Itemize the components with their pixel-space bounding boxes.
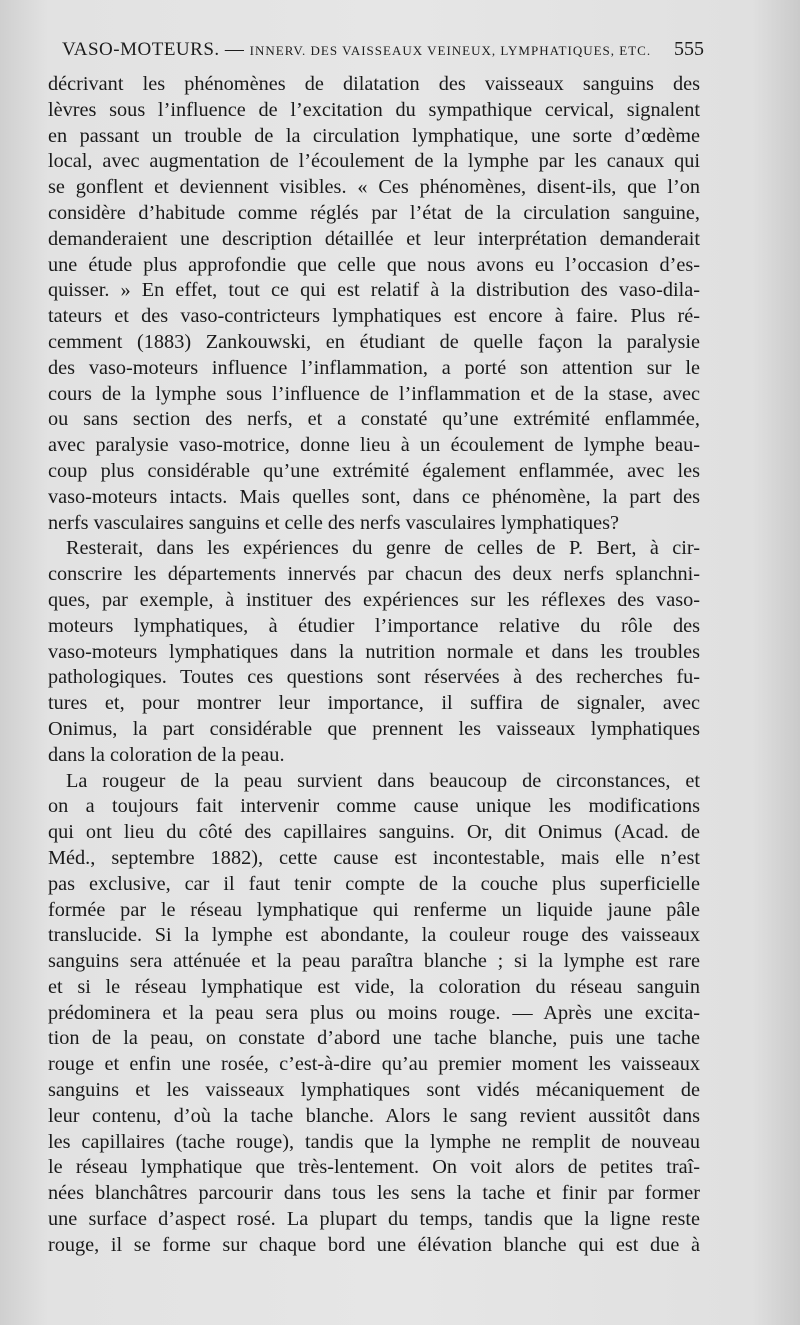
text-line: coup plus considérable qu’une extrémité également enflammée, avec les	[48, 459, 700, 482]
text-line: local, avec augmentation de l’écoulement de la lymphe par les canaux qui	[48, 150, 700, 173]
text-line: leur contenu, d’où la tache blanche. Alors le sang revient aussitôt dans	[48, 1104, 700, 1127]
text-line: considère d’habitude comme réglés par l’état de la circulation sanguine,	[48, 201, 700, 224]
text-line: rouge, il se forme sur chaque bord une élévation blanche qui est due à	[48, 1233, 700, 1256]
text-line: lèvres sous l’influence de l’excitation du sympathique cervical, signalent	[48, 98, 700, 121]
text-line: décrivant les phénomènes de dilatation des vaisseaux sanguins des	[48, 73, 700, 95]
text-line: en passant un trouble de la circulation lymphatique, une sorte d’œdème	[48, 124, 700, 147]
text-line: se gonflent et deviennent visibles. « Ces phénomènes, disent-ils, que l’on	[48, 176, 700, 199]
text-line: formée par le réseau lymphatique qui renferme un liquide jaune pâle	[48, 898, 700, 921]
text-line: sanguins sera atténuée et la peau paraîtra blanche ; si la lymphe est rare	[48, 950, 700, 973]
text-line: rouge et enfin une rosée, c’est-à-dire qu’au premier moment les vaisseaux	[48, 1053, 700, 1076]
text-line: on a toujours fait intervenir comme cause unique les modifications	[48, 795, 700, 818]
body-text	[48, 72, 700, 1259]
text-line: translucide. Si la lymphe est abondante, la couleur rouge des vaisseaux	[48, 924, 700, 947]
text-line: vaso-moteurs intacts. Mais quelles sont, dans ce phénomène, la part des	[48, 485, 700, 508]
text-line: moteurs lymphatiques, à étudier l’importance relative du rôle des	[48, 614, 700, 637]
text-line: une étude plus approfondie que celle que nous avons eu l’occasion d’es-	[48, 253, 700, 276]
text-line: vaso-moteurs lymphatiques dans la nutrition normale et dans les troubles	[48, 640, 700, 663]
text-line: cours de la lymphe sous l’influence de l’inflammation et de la stase, avec	[48, 382, 700, 405]
text-line: conscrire les départements innervés par chacun des deux nerfs splanchni-	[48, 563, 700, 586]
text-line: avec paralysie vaso-motrice, donne lieu à un écoulement de lymphe beau-	[48, 434, 700, 457]
header-title	[62, 39, 651, 61]
text-line: nerfs vasculaires sanguins et celle des nerfs vasculaires lymphatiques?	[48, 511, 620, 534]
text-line: les capillaires (tache rouge), tandis que la lymphe ne remplit de nouveau	[48, 1130, 700, 1153]
text-line: ques, par exemple, à instituer des expériences sur les réflexes des vaso-	[48, 588, 700, 611]
text-line: sanguins et les vaisseaux lymphatiques sont vidés mécaniquement de	[48, 1079, 700, 1102]
text-line: La rougeur de la peau survient dans beaucoup de circonstances, et	[66, 769, 700, 792]
text-line: le réseau lymphatique que très-lentement. On voit alors de petites traî-	[48, 1156, 700, 1179]
page-number: 555	[674, 38, 704, 60]
text-line: ou sans section des nerfs, et a constaté qu’une extrémité enflammée,	[48, 408, 700, 431]
text-line: pathologiques. Toutes ces questions sont réservées à des recherches fu-	[48, 666, 700, 689]
text-line: tures et, pour montrer leur importance, il suffira de signaler, avec	[48, 692, 700, 715]
text-line: Méd., septembre 1882), cette cause est incontestable, mais elle n’est	[48, 846, 700, 869]
text-line: demanderaient une description détaillée et leur interprétation demanderait	[48, 227, 700, 250]
header-running-title: INNERV. DES VAISSEAUX VEINEUX, LYMPHATIQUES, ETC.	[249, 43, 652, 58]
running-header	[62, 38, 704, 64]
text-line: dans la coloration de la peau.	[48, 743, 285, 766]
text-line: une surface d’aspect rosé. La plupart du temps, tandis que la ligne reste	[48, 1208, 700, 1231]
text-line: quisser. » En effet, tout ce qui est relatif à la distribution des vaso-dila-	[48, 279, 700, 302]
text-line: Resterait, dans les expériences du genre de celles de P. Bert, à cir-	[66, 537, 700, 560]
text-line: prédominera et la peau sera plus ou moins rouge. — Après une excita-	[48, 1001, 700, 1024]
text-line: cemment (1883) Zankouwski, en étudiant de quelle façon la paralysie	[48, 330, 700, 353]
text-line: et si le réseau lymphatique est vide, la coloration du réseau sanguin	[48, 975, 700, 998]
text-line: tateurs et des vaso-contricteurs lymphatiques est encore à faire. Plus ré-	[48, 305, 700, 328]
text-line: pas exclusive, car il faut tenir compte de la couche plus superficielle	[48, 872, 700, 895]
text-line: des vaso-moteurs influence l’inflammation, a porté son attention sur le	[48, 356, 700, 379]
text-line: nées blanchâtres parcourir dans tous les sens la tache et finir par former	[48, 1182, 700, 1205]
header-section-title: VASO-MOTEURS. —	[62, 39, 250, 60]
text-line: qui ont lieu du côté des capillaires sanguins. Or, dit Onimus (Acad. de	[48, 821, 700, 844]
text-line: tion de la peau, on constate d’abord une tache blanche, puis une tache	[48, 1027, 700, 1050]
text-line: Onimus, la part considérable que prennent les vaisseaux lymphatiques	[48, 717, 700, 740]
